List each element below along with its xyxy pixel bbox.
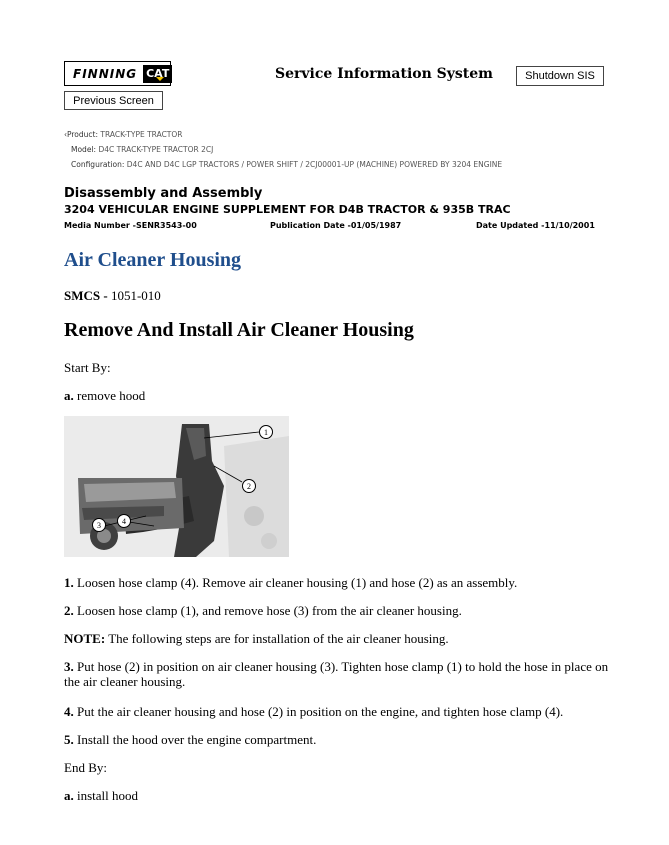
system-title: Service Information System — [275, 66, 493, 82]
supplement-title: 3204 VEHICULAR ENGINE SUPPLEMENT FOR D4B TRACTOR & 935B TRAC — [64, 203, 511, 216]
step-1 — [64, 575, 624, 590]
end-step — [64, 788, 624, 803]
page-title: Air Cleaner Housing — [64, 249, 242, 271]
step-label: 2. — [64, 603, 74, 618]
step-4 — [64, 704, 624, 719]
start-step-label: a. — [64, 388, 74, 403]
finning-cat-logo — [64, 61, 171, 86]
product-line — [64, 130, 183, 139]
section-heading: Disassembly and Assembly — [64, 186, 263, 201]
callout-4: 4 — [117, 514, 131, 528]
step-text: Loosen hose clamp (1), and remove hose (3) from the air cleaner housing. — [77, 603, 462, 618]
step-3 — [64, 659, 609, 689]
product-value: TRACK-TYPE TRACTOR — [100, 130, 183, 139]
note — [64, 631, 624, 646]
step-text: Put the air cleaner housing and hose (2) in position on the engine, and tighten hose clamp (4). — [77, 704, 564, 719]
smcs-value: 1051-010 — [110, 288, 161, 303]
media-number: Media Number -SENR3543-00 — [64, 221, 197, 230]
callout-2: 2 — [242, 479, 256, 493]
step-label: 4. — [64, 704, 74, 719]
step-label: 1. — [64, 575, 74, 590]
smcs-label: SMCS - — [64, 288, 108, 303]
start-step-text: remove hood — [77, 388, 146, 403]
step-text: Install the hood over the engine compartment. — [77, 732, 317, 747]
start-step — [64, 388, 624, 403]
step-text: Put hose (2) in position on air cleaner housing (3). Tighten hose clamp (1) to hold the hose in place on the air cleaner housing. — [64, 659, 609, 689]
step-5 — [64, 732, 624, 747]
smcs-code — [64, 288, 161, 304]
product-label: Product: — [67, 130, 99, 139]
step-text: Loosen hose clamp (4). Remove air cleaner housing (1) and hose (2) as an assembly. — [77, 575, 518, 590]
end-by-label: End By: — [64, 760, 107, 775]
air-cleaner-photo — [64, 416, 289, 557]
model-value: D4C TRACK-TYPE TRACTOR 2CJ — [98, 145, 214, 154]
date-updated: Date Updated -11/10/2001 — [476, 221, 595, 230]
start-by-label: Start By: — [64, 360, 111, 375]
back-arrow-icon[interactable]: ‹ — [64, 130, 67, 139]
publication-date: Publication Date -01/05/1987 — [270, 221, 402, 230]
step-2 — [64, 603, 624, 618]
step-label: 5. — [64, 732, 74, 747]
note-text: The following steps are for installation of the air cleaner housing. — [108, 631, 449, 646]
shutdown-sis-button[interactable]: Shutdown SIS — [516, 66, 604, 86]
procedure-heading: Remove And Install Air Cleaner Housing — [64, 319, 414, 341]
config-label: Configuration: — [71, 160, 125, 169]
config-value: D4C AND D4C LGP TRACTORS / POWER SHIFT / 2CJ00001-UP (MACHINE) POWERED BY 3204 ENGINE — [126, 160, 503, 169]
cat-logo-badge: CAT — [143, 65, 172, 83]
previous-screen-button[interactable]: Previous Screen — [64, 91, 163, 110]
end-step-label: a. — [64, 788, 74, 803]
configuration-line — [71, 160, 502, 169]
note-label: NOTE: — [64, 631, 106, 646]
step-label: 3. — [64, 659, 74, 674]
model-line — [71, 145, 213, 154]
end-step-text: install hood — [77, 788, 139, 803]
callout-3: 3 — [92, 518, 106, 532]
logo-word: FINNING — [73, 66, 138, 81]
callout-1: 1 — [259, 425, 273, 439]
model-label: Model: — [71, 145, 97, 154]
